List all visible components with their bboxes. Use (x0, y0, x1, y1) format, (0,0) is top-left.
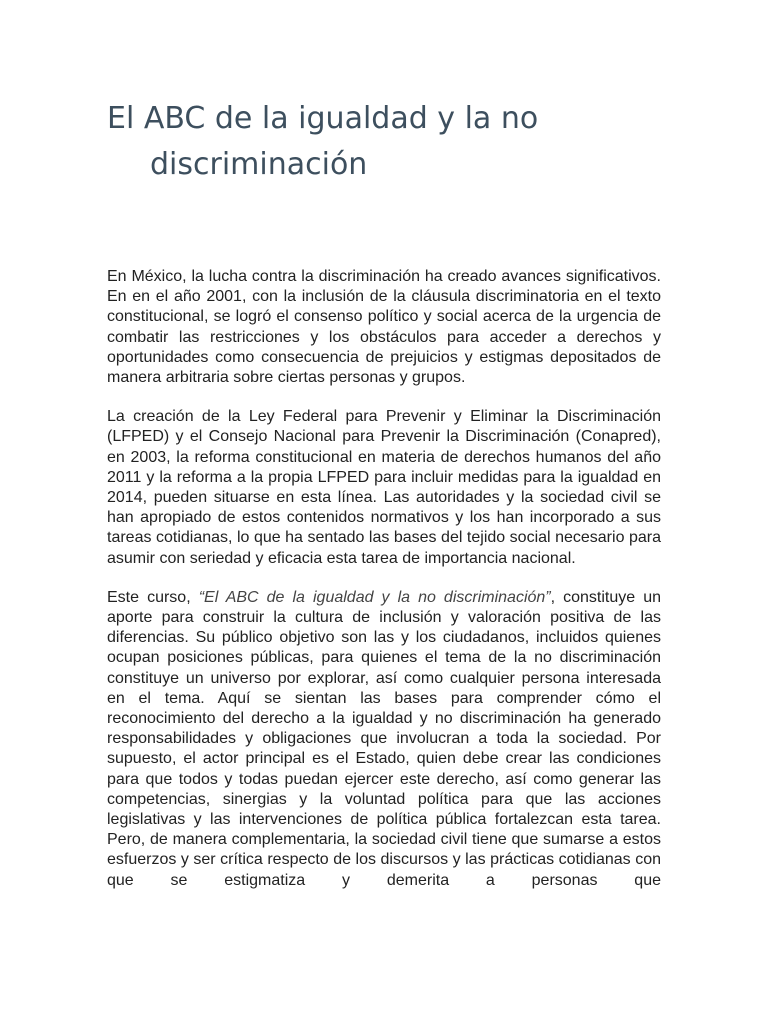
title-line-1: El ABC de la igualdad y la no (107, 101, 539, 136)
paragraph-3-prefix: Este curso, (107, 588, 199, 606)
paragraph-3 (107, 588, 661, 891)
paragraph-2: La creación de la Ley Federal para Prevenir y Eliminar la Discriminación (LFPED) y el Consejo Nacional para Prevenir la Discriminación (Conapred), en 2003, la reforma constitucional en materia de derechos humanos del año 2011 y la reforma a la propia LFPED para incluir medidas para la igualdad en 2014, pueden situarse en esta línea. Las autoridades y la sociedad civil se han apropiado de estos contenidos normativos y los han incorporado a sus tareas cotidianas, lo que ha sentado las bases del tejido social necesario para asumir con seriedad y eficacia esta tarea de importancia nacional. (107, 408, 661, 567)
paragraph-1: En México, la lucha contra la discriminación ha creado avances significativos. En en el año 2001, con la inclusión de la cláusula discriminatoria en el texto constitucional, se logró el consenso político y social acerca de la urgencia de combatir las restricciones y los obstáculos para acceder a derechos y oportunidades como consecuencia de prejuicios y estigmas depositados de manera arbitraria sobre ciertas personas y grupos. (107, 268, 661, 387)
paragraph-3-rest: , constituye un aporte para construir la cultura de inclusión y valoración positiva de las diferencias. Su público objetivo son las y los ciudadanos, incluidos quienes ocupan posiciones públicas, para quienes el tema de la no discriminación constituye un universo por explorar, así como cualquier persona interesada en el tema. Aquí se sientan las bases para comprender cómo el reconocimiento del derecho a la igualdad y no discriminación ha generado responsabilidades y obligaciones que involucran a toda la sociedad. Por supuesto, el actor principal es el Estado, quien debe crear las condiciones para que todos y todas puedan ejercer este derecho, así como generar las competencias, sinergias y la voluntad política para que las acciones legislativas y las intervenciones de política pública fortalezcan esta tarea. Pero, de manera complementaria, la sociedad civil tiene que sumarse a estos esfuerzos y ser crítica respecto de los discursos y las prácticas cotidianas con que se estigmatiza y demerita a personas que (107, 588, 661, 889)
course-title-quote: “El ABC de la igualdad y la no discriminación” (198, 588, 551, 606)
title-line-2: discriminación (150, 147, 368, 182)
document-body (107, 267, 661, 891)
document-title (107, 96, 667, 188)
